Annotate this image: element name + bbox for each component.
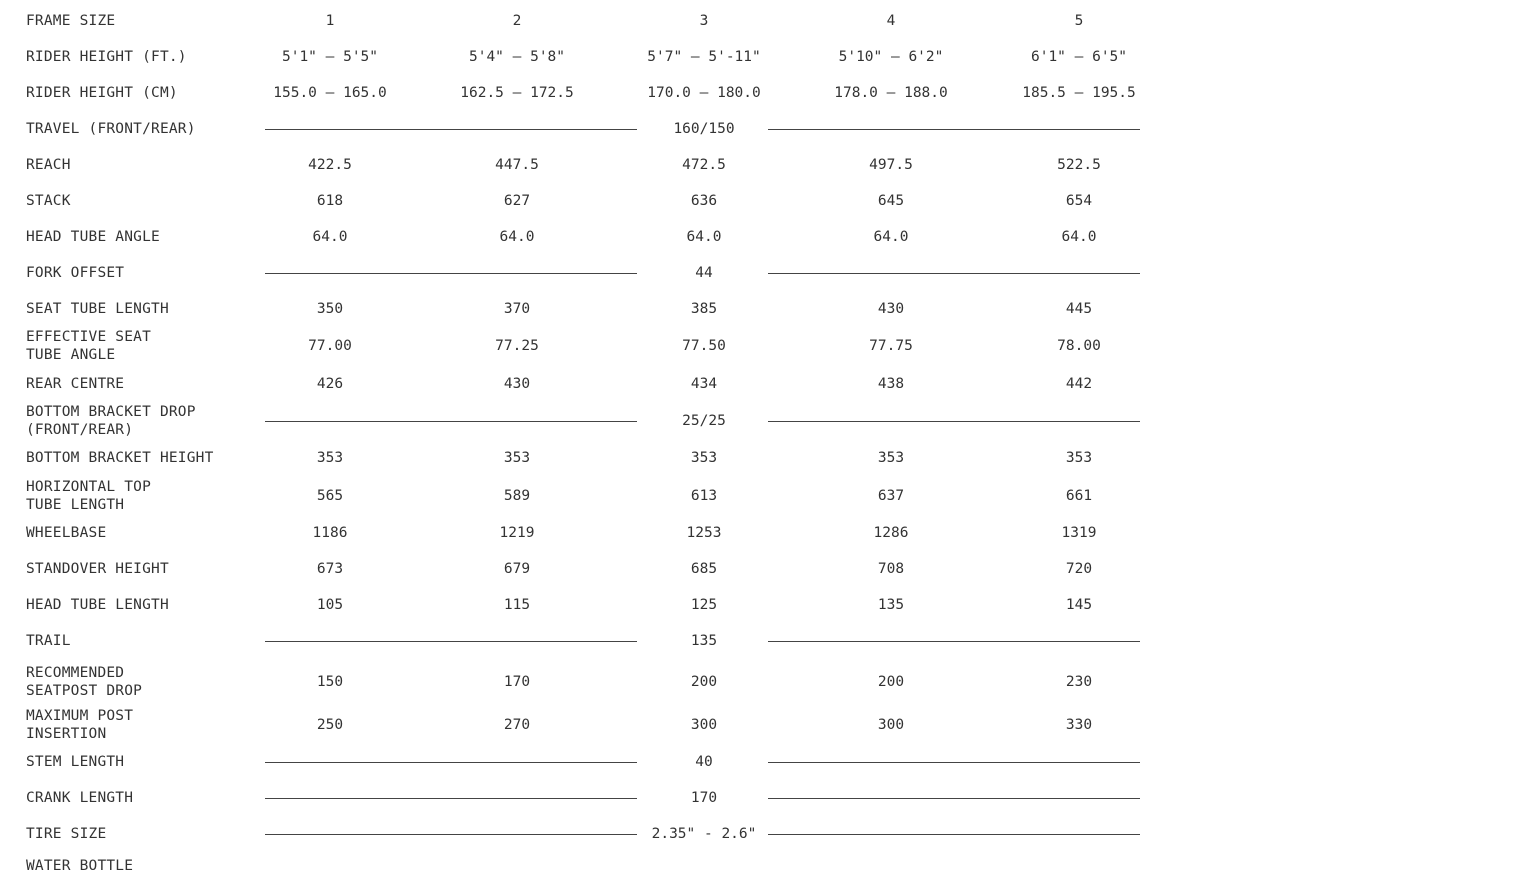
cell-standover-height-size-3: 685	[690, 561, 718, 577]
cell-head-tube-angle-size-5: 64.0	[1061, 229, 1097, 245]
cell-recommended-seatpost-drop-size-4: 200	[877, 674, 905, 690]
span-rule-right	[768, 421, 1140, 422]
cell-seat-tube-length-size-2: 370	[503, 301, 531, 317]
row-label-crank-length: CRANK LENGTH	[26, 790, 134, 806]
cell-stack-size-1: 618	[316, 193, 344, 209]
row-label-recommended-seatpost-drop: RECOMMENDED SEATPOST DROP	[26, 665, 143, 699]
cell-effective-seat-tube-angle-size-3: 77.50	[682, 338, 726, 354]
cell-head-tube-length-size-5: 145	[1065, 597, 1093, 613]
cell-effective-seat-tube-angle-size-2: 77.25	[495, 338, 539, 354]
cell-bottom-bracket-height-size-4: 353	[877, 450, 905, 466]
cell-rear-centre-size-5: 442	[1065, 376, 1093, 392]
row-label-effective-seat-tube-angle: EFFECTIVE SEAT TUBE ANGLE	[26, 329, 152, 363]
cell-rear-centre-size-3: 434	[690, 376, 718, 392]
cell-rider-height-ft-size-4: 5'10" – 6'2"	[838, 49, 944, 65]
cell-frame-size-size-2: 2	[512, 13, 522, 29]
cell-maximum-post-insertion-size-5: 330	[1065, 717, 1093, 733]
cell-head-tube-length-size-4: 135	[877, 597, 905, 613]
span-rule-right	[768, 798, 1140, 799]
span-rule-right	[768, 762, 1140, 763]
cell-standover-height-size-2: 679	[503, 561, 531, 577]
shared-value-trail: 135	[690, 633, 718, 649]
row-label-stem-length: STEM LENGTH	[26, 754, 125, 770]
span-rule-right	[768, 273, 1140, 274]
row-label-standover-height: STANDOVER HEIGHT	[26, 561, 169, 577]
cell-horizontal-top-tube-length-size-4: 637	[877, 488, 905, 504]
row-label-wheelbase: WHEELBASE	[26, 525, 107, 541]
cell-wheelbase-size-5: 1319	[1061, 525, 1097, 541]
cell-recommended-seatpost-drop-size-1: 150	[316, 674, 344, 690]
shared-value-stem-length: 40	[695, 754, 713, 770]
row-label-frame-size: FRAME SIZE	[26, 13, 116, 29]
row-label-reach: REACH	[26, 157, 71, 173]
cell-stack-size-5: 654	[1065, 193, 1093, 209]
cell-maximum-post-insertion-size-2: 270	[503, 717, 531, 733]
cell-reach-size-4: 497.5	[869, 157, 913, 173]
span-rule-right	[768, 641, 1140, 642]
cell-head-tube-length-size-3: 125	[690, 597, 718, 613]
row-label-tire-size: TIRE SIZE	[26, 826, 107, 842]
row-label-trail: TRAIL	[26, 633, 71, 649]
cell-reach-size-2: 447.5	[495, 157, 539, 173]
cell-bottom-bracket-height-size-1: 353	[316, 450, 344, 466]
cell-wheelbase-size-2: 1219	[499, 525, 535, 541]
shared-value-fork-offset: 44	[695, 265, 713, 281]
row-label-water-bottle: WATER BOTTLE	[26, 858, 134, 874]
cell-rider-height-cm-size-1: 155.0 – 165.0	[273, 85, 387, 101]
cell-standover-height-size-1: 673	[316, 561, 344, 577]
cell-wheelbase-size-1: 1186	[312, 525, 348, 541]
cell-wheelbase-size-3: 1253	[686, 525, 722, 541]
row-label-rider-height-ft: RIDER HEIGHT (FT.)	[26, 49, 187, 65]
cell-rear-centre-size-1: 426	[316, 376, 344, 392]
cell-stack-size-4: 645	[877, 193, 905, 209]
span-rule-left	[265, 641, 637, 642]
cell-maximum-post-insertion-size-3: 300	[690, 717, 718, 733]
row-label-maximum-post-insertion: MAXIMUM POST INSERTION	[26, 708, 134, 742]
cell-frame-size-size-1: 1	[325, 13, 335, 29]
cell-bottom-bracket-height-size-2: 353	[503, 450, 531, 466]
cell-head-tube-angle-size-1: 64.0	[312, 229, 348, 245]
cell-seat-tube-length-size-1: 350	[316, 301, 344, 317]
cell-rider-height-ft-size-2: 5'4" – 5'8"	[468, 49, 566, 65]
span-rule-right	[768, 129, 1140, 130]
cell-rider-height-ft-size-1: 5'1" – 5'5"	[281, 49, 379, 65]
row-label-stack: STACK	[26, 193, 71, 209]
row-label-head-tube-length: HEAD TUBE LENGTH	[26, 597, 169, 613]
shared-value-travel-front-rear: 160/150	[673, 121, 735, 137]
cell-maximum-post-insertion-size-1: 250	[316, 717, 344, 733]
shared-value-crank-length: 170	[690, 790, 718, 806]
span-rule-left	[265, 834, 637, 835]
cell-recommended-seatpost-drop-size-5: 230	[1065, 674, 1093, 690]
cell-wheelbase-size-4: 1286	[873, 525, 909, 541]
cell-bottom-bracket-height-size-5: 353	[1065, 450, 1093, 466]
cell-seat-tube-length-size-4: 430	[877, 301, 905, 317]
row-label-rider-height-cm: RIDER HEIGHT (CM)	[26, 85, 178, 101]
span-rule-right	[768, 834, 1140, 835]
cell-rear-centre-size-2: 430	[503, 376, 531, 392]
cell-effective-seat-tube-angle-size-5: 78.00	[1057, 338, 1101, 354]
cell-rider-height-ft-size-3: 5'7" – 5'-11"	[647, 49, 761, 65]
cell-rider-height-cm-size-4: 178.0 – 188.0	[834, 85, 948, 101]
cell-rear-centre-size-4: 438	[877, 376, 905, 392]
cell-head-tube-angle-size-2: 64.0	[499, 229, 535, 245]
span-rule-left	[265, 798, 637, 799]
shared-value-tire-size: 2.35" - 2.6"	[651, 826, 757, 842]
span-rule-left	[265, 273, 637, 274]
cell-head-tube-length-size-2: 115	[503, 597, 531, 613]
cell-reach-size-5: 522.5	[1057, 157, 1101, 173]
cell-rider-height-cm-size-3: 170.0 – 180.0	[647, 85, 761, 101]
cell-stack-size-2: 627	[503, 193, 531, 209]
cell-horizontal-top-tube-length-size-5: 661	[1065, 488, 1093, 504]
cell-frame-size-size-3: 3	[699, 13, 709, 29]
cell-rider-height-ft-size-5: 6'1" – 6'5"	[1030, 49, 1128, 65]
cell-horizontal-top-tube-length-size-2: 589	[503, 488, 531, 504]
cell-rider-height-cm-size-2: 162.5 – 172.5	[460, 85, 574, 101]
cell-standover-height-size-5: 720	[1065, 561, 1093, 577]
cell-effective-seat-tube-angle-size-4: 77.75	[869, 338, 913, 354]
cell-frame-size-size-5: 5	[1074, 13, 1084, 29]
row-label-rear-centre: REAR CENTRE	[26, 376, 125, 392]
span-rule-left	[265, 129, 637, 130]
cell-bottom-bracket-height-size-3: 353	[690, 450, 718, 466]
span-rule-left	[265, 762, 637, 763]
cell-maximum-post-insertion-size-4: 300	[877, 717, 905, 733]
cell-seat-tube-length-size-5: 445	[1065, 301, 1093, 317]
cell-horizontal-top-tube-length-size-3: 613	[690, 488, 718, 504]
shared-value-bottom-bracket-drop-front-rear: 25/25	[682, 413, 726, 429]
row-label-fork-offset: FORK OFFSET	[26, 265, 125, 281]
row-label-bottom-bracket-drop-front-rear: BOTTOM BRACKET DROP (FRONT/REAR)	[26, 404, 196, 438]
cell-head-tube-angle-size-3: 64.0	[686, 229, 722, 245]
cell-standover-height-size-4: 708	[877, 561, 905, 577]
cell-reach-size-3: 472.5	[682, 157, 726, 173]
cell-rider-height-cm-size-5: 185.5 – 195.5	[1022, 85, 1136, 101]
cell-frame-size-size-4: 4	[886, 13, 896, 29]
row-label-horizontal-top-tube-length: HORIZONTAL TOP TUBE LENGTH	[26, 479, 152, 513]
cell-head-tube-angle-size-4: 64.0	[873, 229, 909, 245]
cell-head-tube-length-size-1: 105	[316, 597, 344, 613]
cell-seat-tube-length-size-3: 385	[690, 301, 718, 317]
cell-recommended-seatpost-drop-size-2: 170	[503, 674, 531, 690]
row-label-head-tube-angle: HEAD TUBE ANGLE	[26, 229, 160, 245]
row-label-travel-front-rear: TRAVEL (FRONT/REAR)	[26, 121, 196, 137]
cell-horizontal-top-tube-length-size-1: 565	[316, 488, 344, 504]
cell-reach-size-1: 422.5	[308, 157, 352, 173]
row-label-bottom-bracket-height: BOTTOM BRACKET HEIGHT	[26, 450, 214, 466]
cell-stack-size-3: 636	[690, 193, 718, 209]
cell-recommended-seatpost-drop-size-3: 200	[690, 674, 718, 690]
cell-effective-seat-tube-angle-size-1: 77.00	[308, 338, 352, 354]
row-label-seat-tube-length: SEAT TUBE LENGTH	[26, 301, 169, 317]
span-rule-left	[265, 421, 637, 422]
